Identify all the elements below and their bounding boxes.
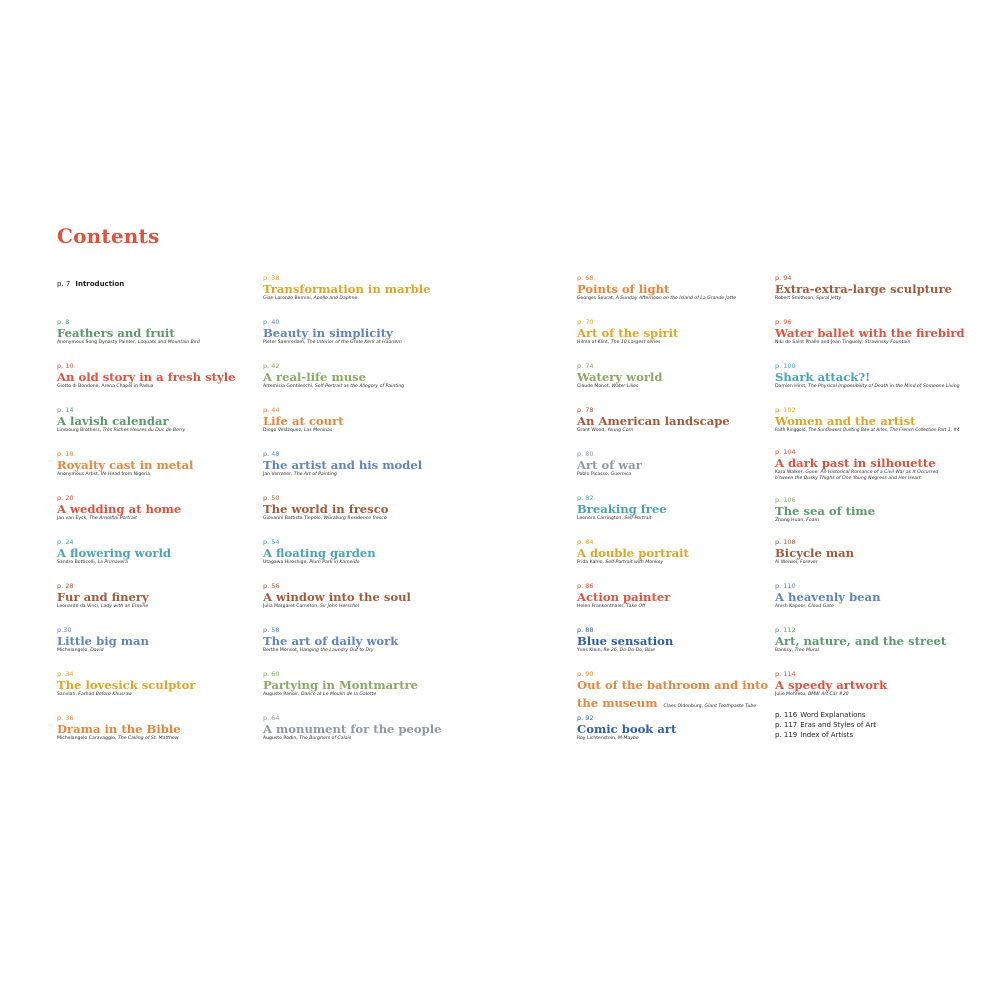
toc-title: Art of the spirit — [577, 326, 679, 340]
toc-credit: Roy Lichtenstein, M-Maybe — [577, 736, 639, 741]
toc-title: Watery world — [577, 370, 663, 384]
toc-entry[interactable] — [263, 274, 431, 302]
toc-title: Feathers and fruit — [57, 326, 175, 340]
toc-entry[interactable] — [263, 406, 344, 434]
toc-page: p. 18 — [57, 450, 74, 458]
toc-title: Transformation in marble — [263, 282, 431, 296]
toc-title: The world in fresco — [263, 502, 389, 516]
toc-entry[interactable] — [775, 362, 960, 390]
toc-page: p. 20 — [57, 494, 74, 502]
toc-credit: Zhang Huan, Foam — [775, 518, 819, 523]
toc-title: Bicycle man — [775, 546, 855, 560]
toc-title: A double portrait — [577, 546, 689, 560]
toc-page: p. 119 — [775, 731, 798, 739]
toc-entry[interactable] — [57, 670, 196, 698]
toc-credit: Damien Hirst, The Physical Impossibility of Death in the Mind of Someone Living — [775, 384, 960, 389]
toc-credit: Hilma af Klint, The 10 Largest series — [577, 340, 661, 345]
toc-entry[interactable] — [263, 582, 411, 610]
toc-page: p. 54 — [263, 538, 280, 546]
toc-title: Art, nature, and the street — [775, 634, 947, 648]
toc-page: p. 74 — [577, 362, 594, 370]
toc-title: A floating garden — [263, 546, 376, 560]
toc-credit: Niki de Saint Phalle and Jean Tinguely, Stravinsky Fountain — [775, 340, 911, 345]
toc-entry[interactable] — [577, 538, 689, 566]
toc-title: Little big man — [57, 634, 149, 648]
toc-page: p. 100 — [775, 362, 796, 370]
toc-title: Eras and Styles of Art — [800, 721, 876, 729]
toc-credit: Pieter Saenredam, The Interior of the Grote Kerk at Haarlem — [263, 340, 402, 345]
toc-page: p. 44 — [263, 406, 280, 414]
toc-title: A window into the soul — [263, 590, 411, 604]
toc-credit: Frida Kahlo, Self-Portrait with Monkey — [577, 560, 664, 565]
toc-title-continued: the museum Claes Oldenburg, Giant Toothpaste Tube — [577, 696, 757, 710]
toc-page: p. 112 — [775, 626, 796, 634]
toc-title: Word Explanations — [800, 711, 866, 719]
toc-title: Shark attack?! — [775, 370, 871, 384]
toc-title: Index of Artists — [800, 731, 854, 739]
toc-entry[interactable] — [577, 670, 768, 711]
toc-page: p. 86 — [577, 582, 594, 590]
toc-page: p. 90 — [577, 670, 594, 678]
toc-entry[interactable] — [577, 362, 662, 390]
toc-credit: Grant Wood, Young Corn — [577, 428, 634, 433]
toc-page: p. 114 — [775, 670, 796, 678]
toc-title: A lavish calendar — [57, 414, 169, 428]
toc-title: A wedding at home — [57, 502, 182, 516]
toc-credit: Sandro Botticelli, La Primavera — [57, 560, 128, 565]
toc-back-matter[interactable] — [775, 721, 881, 730]
toc-page: p. 48 — [263, 450, 280, 458]
toc-back-matter[interactable] — [775, 711, 871, 720]
toc-page: p. 116 — [775, 711, 798, 719]
toc-title: Royalty cast in metal — [57, 458, 194, 472]
toc-credit: Leonora Carrington, Self-Portrait — [577, 516, 652, 521]
toc-title: The artist and his model — [263, 458, 423, 472]
toc-page: p. 58 — [263, 626, 280, 634]
toc-credit: Banksy, Tree Mural — [775, 648, 819, 653]
toc-title: Life at court — [263, 414, 344, 428]
toc-page: p. 38 — [263, 274, 280, 282]
toc-page: p. 94 — [775, 274, 792, 282]
toc-credit: Claude Monet, Water Lilies — [577, 384, 639, 389]
toc-entry[interactable] — [775, 496, 875, 524]
toc-credit: Berthe Morisot, Hanging the Laundry Out to Dry — [263, 648, 374, 653]
toc-page: p. 10 — [57, 362, 74, 370]
toc-entry[interactable] — [57, 714, 181, 742]
toc-title: An old story in a fresh style — [57, 370, 236, 384]
toc-credit: Auguste Renoir, Dance at Le Moulin de la Galette — [263, 692, 377, 697]
toc-intro[interactable] — [57, 280, 124, 289]
toc-credit: Giotto di Bondone, Arena Chapel in Padua — [57, 384, 154, 389]
toc-page: p. 92 — [577, 714, 594, 722]
toc-page: p. 24 — [57, 538, 74, 546]
toc-credit: Jan Vermeer, The Art of Painting — [263, 472, 337, 477]
toc-credit: Jan van Eyck, The Arnolfini Portrait — [57, 516, 137, 521]
toc-entry[interactable] — [57, 494, 181, 522]
toc-credit: Faith Ringgold, The Sunflowers Quilting Bee at Arles, The French Collection Part 1, #4 — [775, 428, 960, 433]
toc-page: p. 68 — [577, 274, 594, 282]
toc-page: p. 60 — [263, 670, 280, 678]
toc-page: p. 102 — [775, 406, 796, 414]
toc-entry[interactable] — [57, 450, 193, 478]
toc-title: A real-life muse — [263, 370, 367, 384]
toc-entry[interactable] — [577, 406, 730, 434]
toc-credit: Artemisia Gentileschi, Self-Portrait as the Allegory of Painting — [263, 384, 405, 389]
toc-entry[interactable] — [263, 714, 442, 742]
toc-page: p. 42 — [263, 362, 280, 370]
toc-title: The sea of time — [775, 504, 876, 518]
toc-page: p. 14 — [57, 406, 74, 414]
toc-entry[interactable] — [263, 494, 389, 522]
toc-credit: Auguste Rodin, The Burghers of Calais — [263, 736, 352, 741]
toc-entry[interactable] — [775, 582, 881, 610]
toc-entry[interactable] — [263, 450, 422, 478]
toc-credit: Utagawa Hiroshige, Plum Park in Kameido — [263, 560, 360, 565]
toc-title: An American landscape — [577, 414, 730, 428]
toc-credit: Anonymous Song Dynasty Painter, Loquats and Mountain Bird — [57, 340, 200, 345]
toc-title: Action painter — [577, 590, 671, 604]
toc-entry[interactable] — [775, 274, 952, 302]
toc-title: Fur and finery — [57, 590, 149, 604]
toc-entry[interactable] — [775, 318, 965, 346]
toc-title: Water ballet with the firebird — [775, 326, 965, 340]
toc-page: p. 80 — [577, 450, 594, 458]
toc-page: p. 8 — [57, 318, 70, 326]
toc-credit: Julia Margaret Cameron, Sir John Herschel — [263, 604, 360, 609]
toc-title: Out of the bathroom and into — [577, 678, 769, 692]
toc-title: A flowering world — [57, 546, 171, 560]
toc-entry[interactable] — [577, 626, 673, 654]
toc-page: p. 110 — [775, 582, 796, 590]
toc-entry[interactable] — [57, 582, 149, 610]
toc-credit: Diego Velázquez, Las Meninas — [263, 428, 333, 433]
toc-credit: Michelangelo Caravaggio, The Calling of St. Matthew — [57, 736, 179, 741]
toc-entry[interactable] — [263, 626, 398, 654]
toc-credit: Limbourg Brothers, Très Riches Heures du Duc de Berry — [57, 428, 186, 433]
toc-title: Art of war — [577, 458, 642, 472]
toc-entry[interactable] — [57, 406, 185, 434]
toc-title: Women and the artist — [775, 414, 916, 428]
toc-title: The art of daily work — [263, 634, 399, 648]
toc-page: p. 28 — [57, 582, 74, 590]
toc-page: p. 82 — [577, 494, 594, 502]
toc-entry[interactable] — [775, 670, 887, 698]
toc-credit: Giovanni Battista Tiepolo, Würzburg Residence fresco — [263, 516, 387, 521]
toc-page: p. 70 — [577, 318, 594, 326]
toc-page: p. 36 — [57, 714, 74, 722]
toc-entry[interactable] — [263, 538, 376, 566]
toc-page: p. 78 — [577, 406, 594, 414]
toc-title: Partying in Montmartre — [263, 678, 419, 692]
toc-title: Drama in the Bible — [57, 722, 181, 736]
toc-page: p. 88 — [577, 626, 594, 634]
toc-title: Beauty in simplicity — [263, 326, 393, 340]
toc-page: p. 56 — [263, 582, 280, 590]
toc-entry[interactable] — [263, 318, 402, 346]
toc-title: Blue sensation — [577, 634, 674, 648]
toc-credit: Yves Klein, Re 26, Do-Do-Do, Blue — [577, 648, 656, 653]
toc-title: A heavenly bean — [775, 590, 881, 604]
toc-title: Points of light — [577, 282, 670, 296]
toc-credit: Helen Frankenthaler, Take Off — [577, 604, 646, 609]
toc-page: p. 50 — [263, 494, 280, 502]
toc-title: A dark past in silhouette — [775, 456, 936, 470]
toc-title: Extra-extra-large sculpture — [775, 282, 952, 296]
toc-page: p. 7 — [57, 280, 71, 288]
toc-title: Introduction — [75, 280, 125, 288]
toc-title: The lovesick sculptor — [57, 678, 196, 692]
toc-page: p. 104 — [775, 448, 796, 456]
toc-entry[interactable] — [775, 448, 938, 482]
toc-back-matter[interactable] — [775, 731, 858, 740]
toc-credit: Anonymous Artist, Ife Head from Nigeria — [57, 472, 151, 477]
toc-credit: Gian Lorenzo Bernini, Apollo and Daphne — [263, 296, 358, 301]
toc-credit: Anish Kapoor, Cloud Gate — [775, 604, 834, 609]
toc-page: p. 40 — [263, 318, 280, 326]
toc-entry[interactable] — [775, 538, 854, 566]
toc-credit: Michelangelo, David — [57, 648, 104, 653]
toc-entry[interactable] — [57, 362, 236, 390]
toc-page: p.30 — [57, 626, 72, 634]
toc-entry[interactable] — [775, 626, 946, 654]
toc-entry[interactable] — [57, 626, 149, 654]
toc-credit: Georges Seurat, A Sunday Afternoon on the Island of La Grande Jatte — [577, 296, 737, 301]
toc-entry[interactable] — [577, 318, 678, 346]
toc-entry[interactable] — [263, 362, 404, 390]
toc-entry[interactable] — [57, 318, 200, 346]
toc-entry[interactable] — [263, 670, 418, 698]
toc-page: p. 96 — [775, 318, 792, 326]
toc-page: p. 34 — [57, 670, 74, 678]
toc-title: Breaking free — [577, 502, 667, 516]
toc-entry[interactable] — [577, 274, 736, 302]
toc-entry[interactable] — [577, 494, 667, 522]
toc-credit: Leonardo da Vinci, Lady with an Ermine — [57, 604, 149, 609]
toc-entry[interactable] — [57, 538, 171, 566]
toc-page: p. 106 — [775, 496, 796, 504]
toc-page: p. 84 — [577, 538, 594, 546]
toc-credit: Ai Weiwei, Forever — [775, 560, 818, 565]
toc-entry[interactable] — [577, 582, 670, 610]
toc-credit-continued: b'tween the Dusky Thighs of One Young Negress and Her Heart — [775, 476, 921, 481]
toc-entry[interactable] — [577, 450, 642, 478]
toc-entry[interactable] — [775, 406, 960, 434]
toc-credit: Pablo Picasso, Guernica — [577, 472, 632, 477]
toc-credit: Julie Mehretu, BMW Art Car #20 — [775, 692, 849, 697]
toc-credit: Sanvlah, Farhad Before Khusraw — [57, 692, 133, 697]
toc-credit: Robert Smithson, Spiral Jetty — [775, 296, 842, 301]
toc-credit: Kara Walker, Gone: An Historical Romance of a Civil War as It Occurred — [775, 470, 939, 475]
page-title: Contents — [57, 224, 160, 248]
toc-page: p. 108 — [775, 538, 796, 546]
toc-page: p. 64 — [263, 714, 280, 722]
toc-title: Comic book art — [577, 722, 677, 736]
toc-title: A monument for the people — [263, 722, 442, 736]
toc-title: A speedy artwork — [775, 678, 888, 692]
toc-entry[interactable] — [577, 714, 676, 742]
toc-page: p. 117 — [775, 721, 798, 729]
